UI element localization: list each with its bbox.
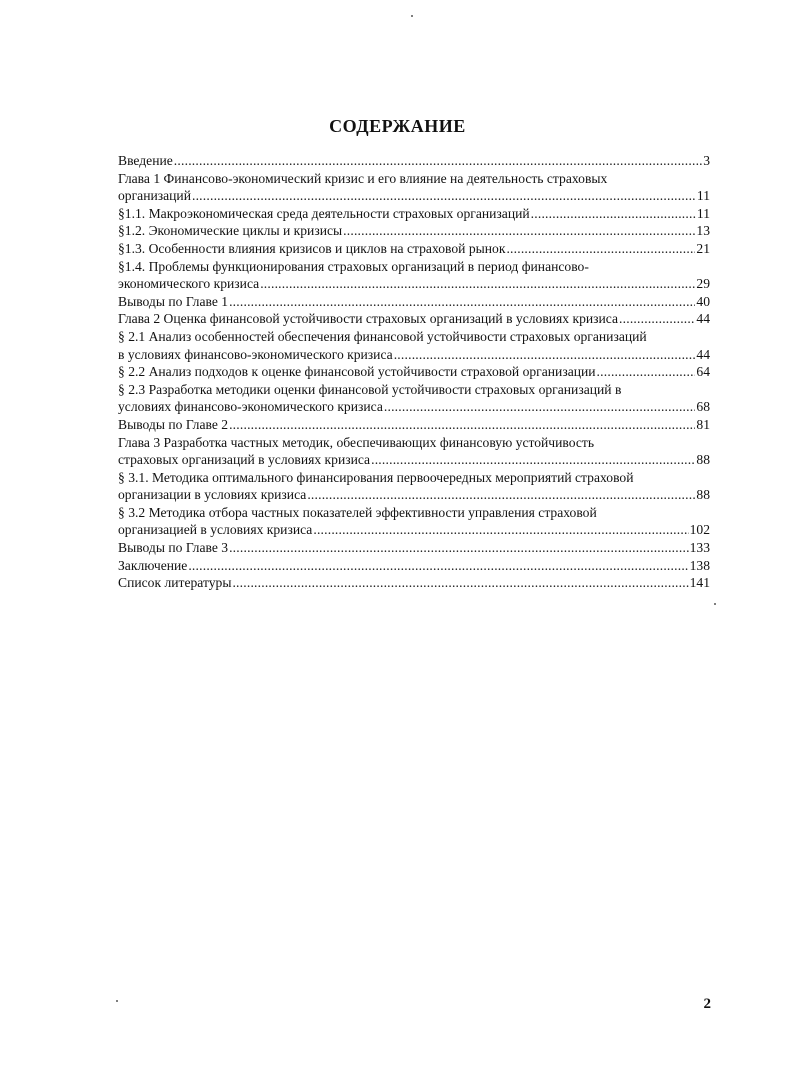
toc-entry[interactable] [118,293,710,311]
toc-entry-title: §1.2. Экономические циклы и кризисы [118,223,343,239]
toc-entry-title: Введение [118,153,173,168]
dot-leader [229,293,695,311]
toc-entry-title: условиях финансово-экономического кризиса [118,399,383,415]
toc-entry-title: Выводы по Главе 1 [118,293,229,309]
toc-entry-text-line: Глава 1 Финансово-экономический кризис и его влияние на деятельность страховых [118,170,608,186]
toc-entry[interactable] [118,504,710,539]
dot-leader [229,416,695,434]
toc-entry-row [118,152,710,170]
toc-entry-row [118,539,710,557]
toc-entry-row [118,451,710,469]
toc-entry-row [118,293,710,311]
toc-entry[interactable] [118,557,710,575]
toc-entry-row [118,574,710,592]
toc-entry-page: 11 [696,205,710,221]
toc-entry-title: организацией в условиях кризиса [118,522,313,538]
toc-entry[interactable] [118,152,710,170]
toc-entry-row [118,557,710,575]
toc-entry-page: 29 [696,276,710,292]
dot-leader [394,346,696,364]
toc-entry-row [118,486,710,504]
toc-entry-page: 102 [689,522,710,538]
toc-entry-title: Выводы по Главе 2 [118,416,229,432]
toc-entry-title: Глава 2 Оценка финансовой устойчивости страховых организаций в условиях кризиса [118,311,619,327]
toc-entry-title: в условиях финансово-экономического кризиса [118,346,393,362]
toc-entry-page: 138 [689,557,710,573]
dot-leader [232,574,688,592]
toc-entry-page: 141 [689,575,710,591]
dot-leader [260,275,695,293]
dot-leader [313,521,688,539]
scan-speck [411,15,413,17]
toc-entry-text-line: § 2.3 Разработка методики оценки финансовой устойчивости страховых организаций в [118,381,622,397]
toc-entry[interactable] [118,363,710,381]
toc-entry-row [118,363,710,381]
toc-entry-page: 81 [696,416,710,432]
toc-entry-page: 13 [696,223,710,239]
toc-entry[interactable] [118,434,710,469]
page-title: СОДЕРЖАНИЕ [329,116,466,136]
toc-entry-page: 44 [696,311,710,327]
toc-entry[interactable] [118,328,710,363]
toc-entry[interactable] [118,240,710,258]
page-number: 2 [703,996,711,1012]
dot-leader [192,187,696,205]
toc-entry[interactable] [118,469,710,504]
toc-entry-page: 133 [689,540,710,556]
toc-entry-page: 88 [696,487,710,503]
dot-leader [229,539,689,557]
toc-entry-title: §1.3. Особенности влияния кризисов и циклов на страховой рынок [118,240,506,256]
toc-entry-title: страховых организаций в условиях кризиса [118,452,371,468]
table-of-contents [118,152,710,592]
toc-entry-row [118,187,710,205]
toc-entry-row [118,346,710,364]
toc-entry-text-line: § 3.1. Методика оптимального финансирования первоочередных мероприятий страховой [118,469,634,485]
toc-entry-row [118,222,710,240]
dot-leader [174,152,702,170]
toc-entry-page: 44 [696,346,710,362]
toc-entry-row [118,275,710,293]
toc-entry-page: 40 [696,293,710,309]
dot-leader [188,557,688,575]
toc-entry[interactable] [118,574,710,592]
dot-leader [506,240,695,258]
toc-entry-row [118,310,710,328]
toc-entry-title: § 2.2 Анализ подходов к оценке финансовой устойчивости страховой организации [118,364,596,380]
toc-entry[interactable] [118,416,710,434]
scan-speck [116,1000,118,1002]
dot-leader [597,363,696,381]
toc-entry[interactable] [118,205,710,223]
toc-entry[interactable] [118,222,710,240]
toc-entry-page: 11 [696,188,710,204]
toc-entry-text-line: § 3.2 Методика отбора частных показателей эффективности управления страховой [118,504,597,520]
toc-entry-text-line: § 2.1 Анализ особенностей обеспечения финансовой устойчивости страховых организаций [118,328,647,344]
toc-entry-title: Заключение [118,557,188,573]
toc-entry[interactable] [118,170,710,205]
toc-entry-title: организаций [118,188,191,204]
toc-entry-title: Выводы по Главе 3 [118,540,229,556]
toc-entry-page: 21 [696,240,710,256]
toc-entry[interactable] [118,258,710,293]
toc-entry-page: 64 [696,364,710,380]
toc-entry-title: экономического кризиса [118,276,260,292]
toc-entry-title: Список литературы [118,575,232,591]
scan-speck [714,603,716,605]
toc-entry-page: 3 [703,153,710,168]
toc-entry[interactable] [118,539,710,557]
toc-entry-row [118,205,710,223]
toc-entry-page: 88 [696,452,710,468]
toc-entry[interactable] [118,381,710,416]
toc-entry[interactable] [118,310,710,328]
dot-leader [307,486,695,504]
toc-entry-title: §1.1. Макроэкономическая среда деятельности страховых организаций [118,205,530,221]
dot-leader [619,310,695,328]
dot-leader [343,222,695,240]
dot-leader [371,451,695,469]
toc-entry-text-line: §1.4. Проблемы функционирования страховых организаций в период финансово- [118,258,589,274]
dot-leader [384,398,696,416]
toc-entry-page: 68 [696,399,710,415]
toc-entry-row [118,240,710,258]
toc-entry-row [118,416,710,434]
toc-entry-text-line: Глава 3 Разработка частных методик, обеспечивающих финансовую устойчивость [118,434,595,450]
toc-entry-title: организации в условиях кризиса [118,487,307,503]
toc-entry-row [118,521,710,539]
toc-entry-row [118,398,710,416]
dot-leader [531,205,696,223]
